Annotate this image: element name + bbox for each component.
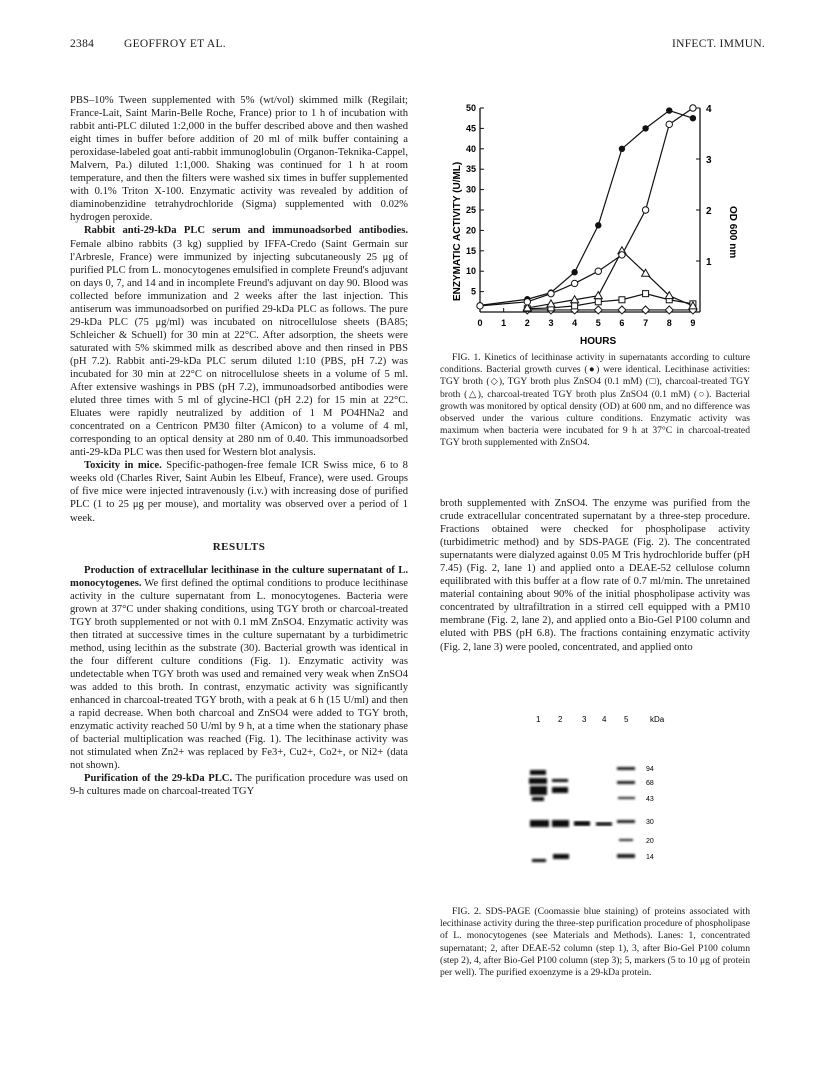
section-title-results: RESULTS [212,540,266,553]
zn-point [643,291,649,297]
lane-5-marker-bands [617,767,635,858]
marker-14: 14 [646,854,654,861]
figure-2-caption-text: FIG. 2. SDS-PAGE (Coomassie blue staining) of proteins associated with lecithinase activity during the three-step purification procedure of phospholipase of L. monocytogenes (see Materials and Methods). Lanes: 1, concentrated supernatant; 2, after DEAE-52 column (step 1), 3, after Bio-Gel P100 column (step 2), 4, after Bio-Gel P100 column (step 3); 5, markers (5 to 10 μg of protein per well). The purified exoenzyme is a 29-kDa protein. [440,906,750,979]
zn-point [595,299,601,305]
subhead-production: Production of extracellular lecithinase in the culture supernatant of L. monocytogenes. [70,564,408,589]
charcoal-zn-point [524,299,530,305]
marker-43: 43 [646,796,654,803]
zn-point [619,297,625,303]
y-tick-label: 15 [465,245,476,256]
zn-point [572,303,578,309]
x-tick-label: 1 [501,318,507,328]
y-tick-label: 45 [465,123,476,134]
charcoal-zn-point [548,290,554,296]
y2-axis-label: OD 600 nm [727,206,738,259]
y-tick-label: 50 [465,103,476,113]
y-tick-label: 35 [465,164,476,175]
x-tick-label: 8 [666,318,672,328]
text-purification: The purification procedure was used on 9-h cultures made on charcoal-treated TGY [70,773,408,798]
x-tick-label: 5 [595,318,601,328]
running-head-journal: INFECT. IMMUN. [672,38,766,50]
subhead-purification: Purification of the 29-kDa PLC. [84,773,233,785]
charcoal-zn-point [690,105,696,111]
right-column-text [440,497,750,654]
figure-1-chart [440,96,740,356]
growth-point [571,269,577,275]
charcoal-zn-point [619,252,625,258]
x-tick-label: 3 [548,318,554,328]
y-tick-label: 5 [470,286,476,297]
marker-94: 94 [646,766,654,773]
lane-4-bands [596,822,612,826]
y-tick-label: 10 [465,266,476,277]
paragraph-rabbit-serum [70,224,408,459]
growth-point [595,222,601,228]
marker-30: 30 [646,819,654,826]
growth-point [619,146,625,152]
charcoal-zn-point [666,121,672,127]
x-tick-label: 0 [477,318,483,328]
lane-3-bands [574,821,590,826]
subhead-rabbit-serum: Rabbit anti-29-kDa PLC serum and immunoadsorbed antibodies. [84,225,408,237]
y-tick-label: 40 [465,143,476,154]
lane-label-5: 5 [624,715,629,724]
lane-1-bands [529,770,549,862]
running-head-authors: GEOFFROY ET AL. [124,38,226,50]
figure-2-gel [526,712,726,884]
lane-label-4: 4 [602,715,607,724]
text-production: We first defined the optimal conditions to produce lecithinase activity in the culture supernatant from L. monocytogenes. Bacteria were grown at 37°C under shaking conditions, using TGY broth or charcoal-treated TGY broth supplemented or not with 0.1 mM ZnSO4. Enzymatic activity was then titrated at successive times in the culture supernatant by a turbidimetric method, using lecithin as the substrate (30). Bacterial growth was identical in the four different culture conditions (Fig. 1). Enzymatic activity was undetectable when TGY broth was used and remained very weak when ZnSO4 was added to this broth. In contrast, enzymatic activity was significantly enhanced in charcoal-treated TGY broth, with a peak at 6 h (15 U/ml) and then a rapid decrease. When both charcoal and ZnSO4 were added to TGY broth, enzymatic activity reached 50 U/ml by 9 h, at a time when the stationary phase of bacterial multiplication was reached (Fig. 1). The lecithinase activity was not stimulated when Zn2+ was replaced by Fe3+, Cu2+, Co2+, or Ni2+ (data not shown). [70,577,408,772]
x-tick-label: 7 [643,318,649,328]
tgy-point [594,306,602,314]
growth-point [666,107,672,113]
y-tick-label: 20 [465,225,476,236]
growth-point [642,125,648,131]
charcoal-point [594,292,602,299]
tgy-point [618,306,626,314]
left-column [70,94,408,798]
charcoal-zn-point [595,268,601,274]
paragraph-purification-cont: broth supplemented with ZnSO4. The enzyme was purified from the crude extracellular concentrated supernatant by a three-step procedure. Fractions obtained were checked for phospholipase activity (turbidimetric method) and by SDS-PAGE (Fig. 2). The concentrated supernatants were dialyzed against 0.05 M Tris hydrochloride buffer (pH 7.45) (Fig. 2, lane 1) and applied onto a DEAE-52 cellulose column equilibrated with this buffer at a flow rate of 0.7 ml/min. The unretained material containing about 90% of the initial phospholipase activity was concentrated by ultrafiltration in a stirred cell equipped with a PM10 membrane (Fig. 2, lane 2), and applied onto a Bio-Gel P100 column and eluted with PBS (pH 6.8). The fractions containing enzymatic activity (Fig. 2, lane 3) were pooled, concentrated, and applied onto [440,498,750,653]
tgy-point [665,306,673,314]
x-tick-label: 4 [572,318,578,328]
figure-1-caption [440,352,750,450]
paragraph-production [70,564,408,773]
kda-label: kDa [650,715,665,724]
x-tick-label: 6 [619,318,625,328]
page-number: 2384 [70,38,95,50]
figure-2-caption [440,906,750,979]
x-axis-label: HOURS [580,336,617,347]
y-tick-label: 30 [465,184,476,195]
series-line [480,111,693,306]
y-axis-label: ENZYMATIC ACTIVITY (U/ML) [452,161,463,301]
lane-label-3: 3 [582,715,587,724]
y2-tick-label: 3 [706,155,712,166]
lane-2-bands [552,779,569,859]
x-tick-label: 9 [690,318,696,328]
tgy-point [642,306,650,314]
lane-label-1: 1 [536,715,541,724]
text-toxicity: Specific-pathogen-free female ICR Swiss mice, 6 to 8 weeks old (Charles River, Saint Aubin les Elbeuf, France), were used. Groups of five mice were injected intravenously (i.v.) with increasing dose of purified PLC (1 to 25 μg per mouse), and mortality was observed over a period of 1 week. [70,460,408,524]
marker-68: 68 [646,780,654,787]
series-line [480,108,693,306]
y-tick-label: 25 [465,205,476,215]
charcoal-zn-point [642,207,648,213]
paragraph-western-blot: PBS–10% Tween supplemented with 5% (wt/vol) skimmed milk (Regilait; France-Lait, Saint Marin-Belle Roche, France) prior to 1 h of incubation with rabbit anti-PLC diluted 1:2,000 in the buffer described above and then washed eight times in buffer before addition of 20 ml of milk buffer containing a peroxidase-labeled goat anti-rabbit immunoglobulin (Organon-Teknika-Cappel, Malvern, Pa.) diluted 1:1,000. Shaking was continued for 1 h at room temperature, and then the filters were washed six times in buffer supplemented with 0.1% Triton X-100. Enzymatic activity was revealed by addition of diaminobenzidine tetrahydrochloride (Sigma) supplemented with 0.02% hydrogen peroxide. [70,95,408,224]
subhead-toxicity: Toxicity in mice. [84,460,162,472]
x-tick-label: 2 [524,318,530,328]
paragraph-purification [70,772,408,798]
charcoal-zn-point [477,303,483,309]
charcoal-zn-point [571,280,577,286]
lane-label-2: 2 [558,715,563,724]
text-rabbit-serum: Female albino rabbits (3 kg) supplied by IFFA-Credo (Saint Germain sur l'Arbresle, France) were immunized by injecting subcutaneously 25 μg of purified PLC from L. monocytogenes emulsified in complete Freund's adjuvant on days 0, 7, and 14 and in incomplete Freund's adjuvant on day 90. Blood was collected before immunization and 2 weeks after the last injection. This antiserum was immunoadsorbed on purified 29-kDa PLC as follows. The pure 29-kDa PLC (75 μg/ml) was incubated on nitrocellulose sheets (BA85; Schleicher & Schuell) for 30 min at 22°C. After adsorption, the sheets were saturated with 5% skimmed milk as described above and then rinsed in PBS (pH 7.2). Rabbit anti-29-kDa PLC serum diluted 1:10 (PBS, pH 7.2) was incubated for 30 min at 22°C on nitrocellulose sheets in a volume of 5 ml. After extensive washings in PBS (pH 7.2), immunoadsorbed antibodies were eluted three times with 5 ml of glycine-HCl (pH 2.2) for 15 min at 22°C. Eluates were rapidly neutralized by addition of 1 M PO4HNa2 and concentrated on a Centricon PM30 filter (Amicon) to a volume of 4 ml, corresponding to an optical density at 280 nm of 0.40. This immunoadsorbed anti-29-kDa PLC was then used for Western blot analysis. [70,238,408,459]
figure-1-caption-text: FIG. 1. Kinetics of lecithinase activity in supernatants according to culture conditions. Bacterial growth curves (●) were identical. Lecithinase activities: TGY broth (◇), TGY broth plus ZnSO4 (0.1 mM) (□), charcoal-treated TGY broth (△), charcoal-treated TGY broth plus ZnSO4 (0.1 mM) (○). Bacterial growth was monitored by optical density (OD) at 600 nm, and no difference was observed under the various culture conditions. Enzymatic activity was maximum when bacteria were incubated for 9 h at 37°C in charcoal-treated TGY broth supplemented with ZnSO4. [440,352,750,449]
y2-tick-label: 1 [706,257,712,268]
y2-tick-label: 2 [706,206,712,217]
growth-point [690,115,696,121]
paragraph-toxicity [70,459,408,524]
y2-tick-label: 4 [706,104,712,115]
marker-20: 20 [646,838,654,845]
